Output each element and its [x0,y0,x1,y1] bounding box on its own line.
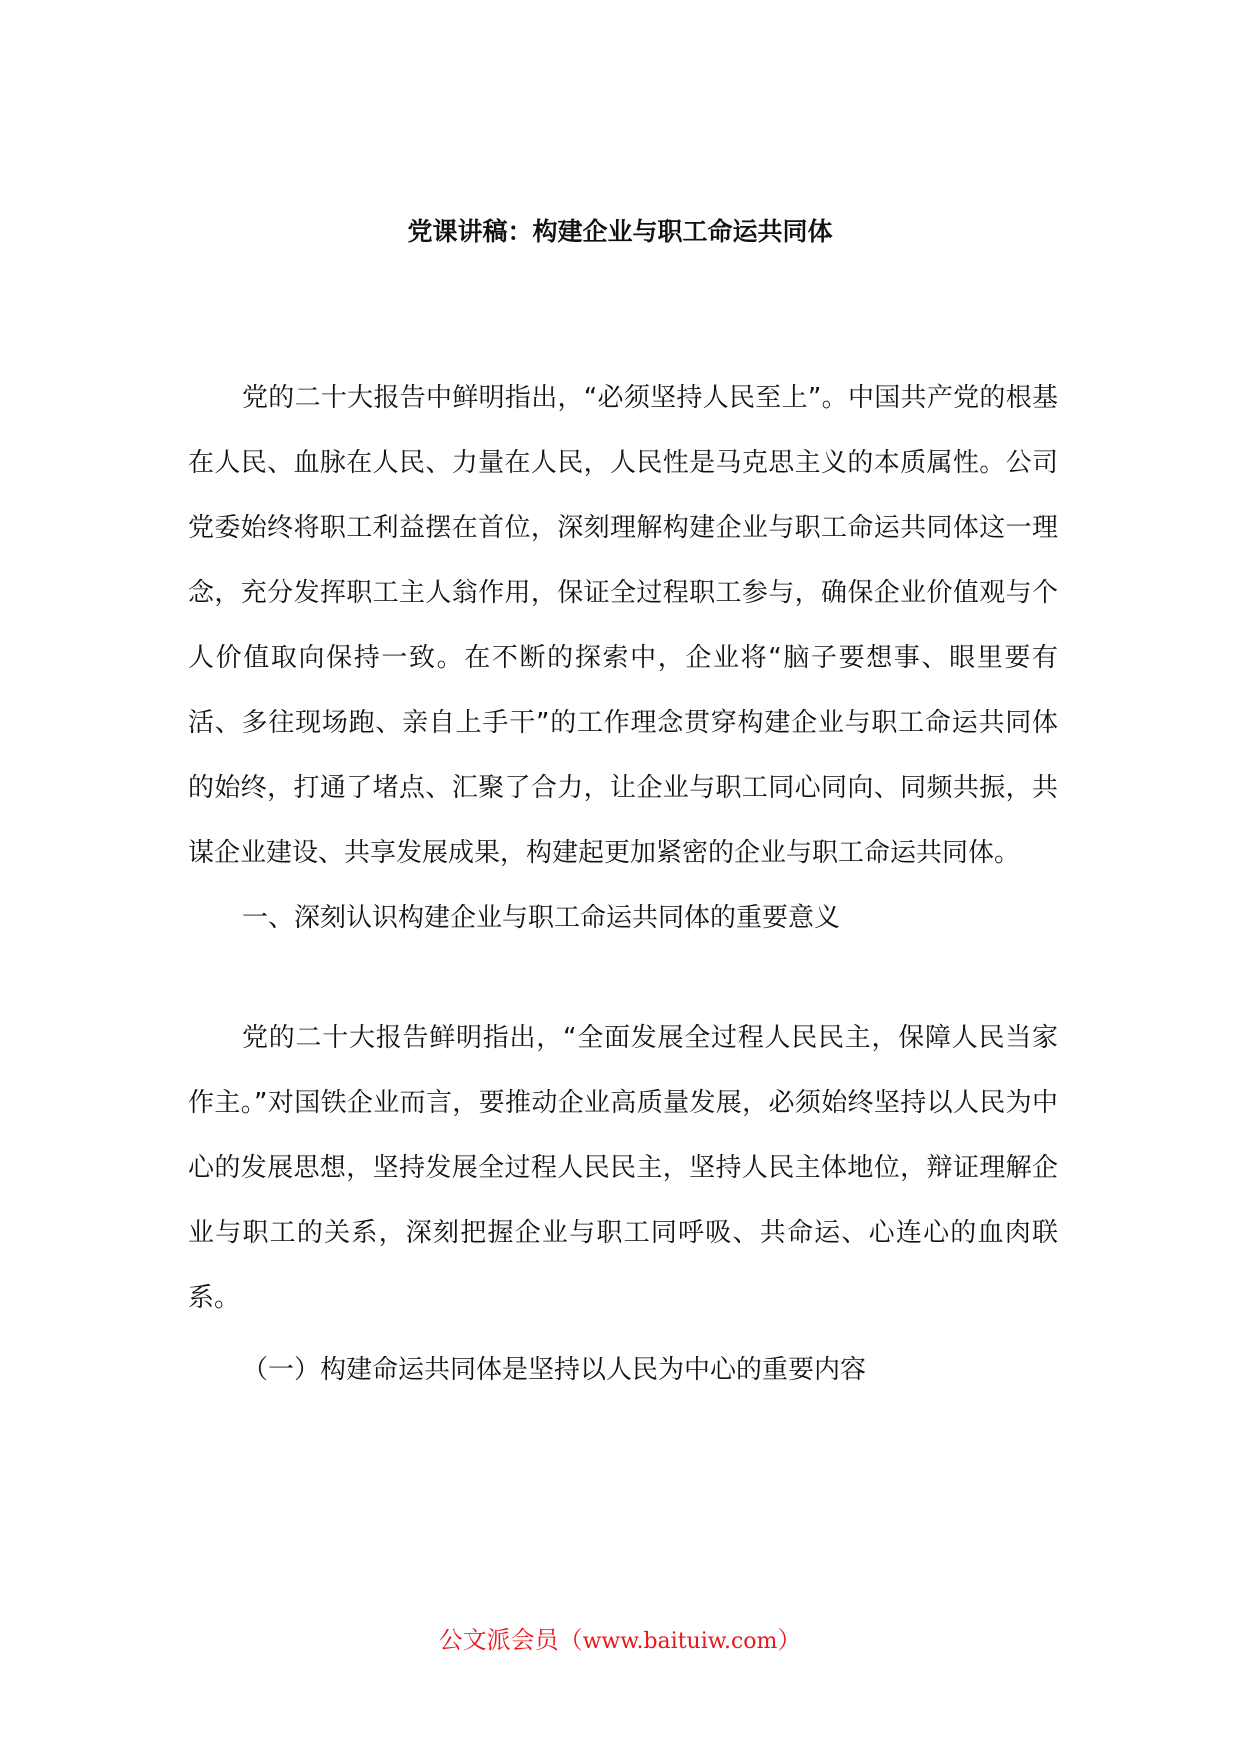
section-paragraph-1: 党的二十大报告鲜明指出，“全面发展全过程人民民主，保障人民当家作主。”对国铁企业而言，要推动企业高质量发展，必须始终坚持以人民为中心的发展思想，坚持发展全过程人民民主，坚持人民主体地位，辩证理解企业与职工的关系，深刻把握企业与职工同呼吸、共命运、心连心的血肉联系。 [188,1023,1058,1313]
footer-url[interactable]: www.baituiw.com [582,1629,778,1654]
footer-watermark [0,1620,1240,1662]
intro-paragraph: 党的二十大报告中鲜明指出，“必须坚持人民至上”。中国共产党的根基在人民、血脉在人民、力量在人民，人民性是马克思主义的本质属性。公司党委始终将职工利益摆在首位，深刻理解构建企业与职工命运共同体这一理念，充分发挥职工主人翁作用，保证全过程职工参与，确保企业价值观与个人价值取向保持一致。在不断的探索中，企业将“脑子要想事、眼里要有活、多往现场跑、亲自上手干”的工作理念贯穿构建企业与职工命运共同体的始终，打通了堵点、汇聚了合力，让企业与职工同心同向、同频共振，共谋企业建设、共享发展成果，构建起更加紧密的企业与职工命运共同体。 [188,383,1058,868]
section-heading-1: 一、深刻认识构建企业与职工命运共同体的重要意义 [242,903,841,933]
subsection-heading-1: （一）构建命运共同体是坚持以人民为中心的重要内容 [242,1355,867,1385]
document-title: 党课讲稿：构建企业与职工命运共同体 [407,217,833,246]
footer-suffix: ） [777,1626,802,1654]
footer-prefix: 公文派会员（ [438,1626,583,1654]
